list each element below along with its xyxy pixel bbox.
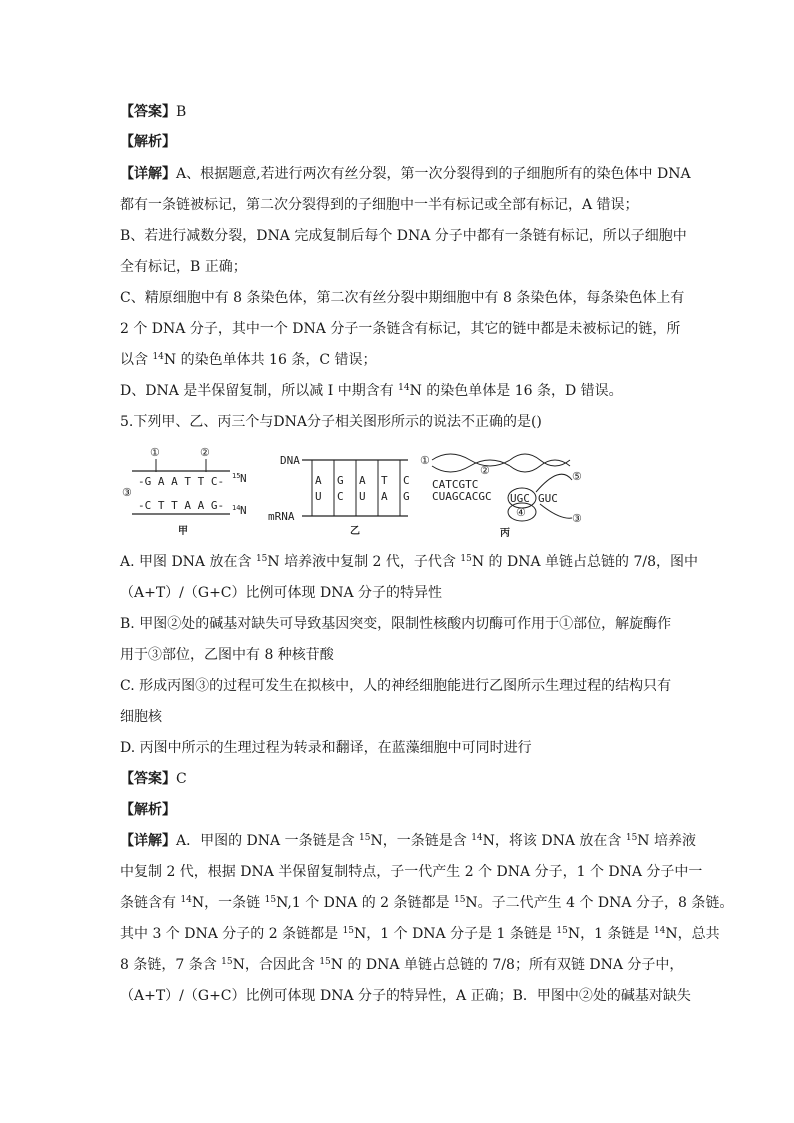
question-5: 5.下列甲、乙、丙三个与DNA分子相关图形所示的说法不正确的是() <box>120 414 542 430</box>
text-fragment: 其中 3 个 DNA 分子的 2 条链都是 <box>120 926 343 942</box>
bing-leader-3 <box>540 504 572 518</box>
detail2-line-3 <box>120 894 733 912</box>
yi-top-base: C <box>403 474 410 487</box>
yi-bottom-base: U <box>315 490 322 503</box>
jia-marker-1: ① <box>150 446 160 459</box>
answer-value: C <box>176 771 187 787</box>
superscript: 14 <box>398 383 410 393</box>
bing-marker-5: ⑤ <box>572 470 582 483</box>
yi-bottom-base: G <box>403 490 410 503</box>
text-fragment: 以含 <box>120 352 153 368</box>
text-fragment: N，一条链是含 <box>370 833 472 849</box>
text-fragment: 条链含有 <box>120 895 181 911</box>
text-fragment: N，合因此含 <box>232 957 320 973</box>
superscript: 14 <box>653 926 666 936</box>
figure-yi <box>268 454 410 537</box>
detail2-line-1 <box>120 832 696 850</box>
detail-line-2: 都有一条链被标记，第二次分裂得到的子细胞中一半有标记或全部有标记，A 错误； <box>120 197 639 213</box>
superscript: 15 <box>359 833 371 843</box>
detail-line-6: 2 个 DNA 分子，其中一个 DNA 分子一条链含有标记，其它的链中都是未被标记的链，所 <box>120 321 681 337</box>
jia-marker-2: ② <box>200 446 210 459</box>
bing-marker-4: ④ <box>516 506 526 519</box>
detail-line-7 <box>120 351 376 369</box>
detail-label: 【详解】 <box>120 833 176 849</box>
text-fragment: N 的 DNA 单链占总链的 7/8；所有双链 DNA 分子中， <box>330 957 684 973</box>
text-fragment: N，1 条链是 <box>567 926 654 942</box>
bing-codon-1: UGC <box>510 492 530 505</box>
detail-line-8 <box>120 382 623 400</box>
option-b-line-2: 用于③部位，乙图中有 8 种核苷酸 <box>120 647 334 663</box>
answer-line-1 <box>120 103 186 121</box>
superscript: 15 <box>556 926 568 936</box>
figure-bing <box>420 454 582 539</box>
text-fragment: A. 甲图 DNA 放在含 <box>120 554 256 570</box>
bing-strand-1: CATCGTC <box>432 478 479 491</box>
option-c-line-1: C. 形成丙图③的过程可发生在拟核中，人的神经细胞能进行乙图所示生理过程的结构只有 <box>120 678 672 694</box>
text-fragment: N，1 个 DNA 分子是 1 条链是 <box>354 926 557 942</box>
bing-caption: 丙 <box>500 528 510 539</box>
superscript: 14 <box>152 352 164 362</box>
text-fragment: N。子二代产生 4 个 DNA 分子，8 条链。 <box>465 895 734 911</box>
yi-dna-label: DNA <box>280 454 300 467</box>
answer-label: 【答案】 <box>120 104 176 120</box>
jia-bottom-n: N <box>240 504 247 517</box>
yi-top-base: T <box>381 474 388 487</box>
text-fragment: A．甲图的 DNA 一条链是含 <box>176 833 360 849</box>
text-fragment: N 的染色单体共 16 条，C 错误； <box>163 352 377 368</box>
detail-label: 【详解】 <box>120 166 176 182</box>
superscript: 15 <box>625 833 638 843</box>
yi-mrna-label: mRNA <box>268 510 295 523</box>
yi-caption: 乙 <box>350 526 360 537</box>
option-c-line-2: 细胞核 <box>120 709 162 725</box>
dna-figure <box>120 444 680 544</box>
bing-strand-2: CUAGCACGC <box>432 490 492 503</box>
superscript: 15 <box>255 554 268 564</box>
text-fragment: N 培养液中复制 2 代，子代含 <box>267 554 461 570</box>
jia-bottom-isotope: 14 <box>232 504 241 512</box>
bing-helix-left-2 <box>432 460 510 472</box>
detail2-line-6: （A+T）/（G+C）比例可体现 DNA 分子的特异性，A 正确；B．甲图中②处的碱基对缺失 <box>120 988 691 1004</box>
bing-marker-3: ③ <box>572 512 582 525</box>
figure-jia <box>122 446 247 537</box>
text-fragment: N 的染色单体是 16 条，D 错误。 <box>409 383 623 399</box>
text-fragment: N，总共 <box>665 926 720 942</box>
yi-rungs <box>312 460 410 516</box>
text-fragment: N，一条链 <box>191 895 265 911</box>
jia-caption: 甲 <box>178 526 188 537</box>
analysis-heading-1: 【解析】 <box>120 134 176 150</box>
option-a-line-2: （A+T）/（G+C）比例可体现 DNA 分子的特异性 <box>120 585 443 601</box>
option-d: D. 丙图中所示的生理过程为转录和翻译，在蓝藻细胞中可同时进行 <box>120 740 532 756</box>
detail-line-1 <box>120 165 691 183</box>
option-a-line-1 <box>120 553 698 571</box>
text-fragment: N,1 个 DNA 的 2 条链都是 <box>276 895 454 911</box>
jia-top-isotope: 15 <box>232 472 241 480</box>
detail-text: A、根据题意,若进行两次有丝分裂，第一次分裂得到的子细胞所有的染色体中 DNA <box>176 166 691 182</box>
superscript: 15 <box>221 957 233 967</box>
jia-top-strand: -G A A T T C- <box>138 475 225 488</box>
jia-bottom-strand: -C T T A A G- <box>138 499 225 512</box>
superscript: 14 <box>180 895 192 905</box>
detail-line-5: C、精原细胞中有 8 条染色体，第二次有丝分裂中期细胞中有 8 条染色体，每条染色体上有 <box>120 290 685 306</box>
jia-marker-3: ③ <box>122 486 132 499</box>
answer-line-2 <box>120 770 187 788</box>
bing-codon-2: GUC <box>538 492 558 505</box>
bing-helix-right-2 <box>510 460 570 472</box>
superscript: 15 <box>342 926 355 936</box>
yi-bottom-base: U <box>359 490 366 503</box>
yi-bottom-base: C <box>337 490 344 503</box>
analysis-heading-2: 【解析】 <box>120 802 176 818</box>
bing-helix-left <box>432 454 510 466</box>
text-fragment: D、DNA 是半保留复制，所以减 I 中期含有 <box>120 383 399 399</box>
superscript: 15 <box>319 957 331 967</box>
superscript: 15 <box>264 895 277 905</box>
bing-marker-2: ② <box>480 464 490 477</box>
answer-label: 【答案】 <box>120 771 176 787</box>
bing-marker-1: ① <box>420 454 430 467</box>
bing-helix-right <box>510 454 570 466</box>
superscript: 15 <box>460 554 472 564</box>
detail2-line-4 <box>120 925 720 943</box>
dna-figure-svg <box>120 444 680 544</box>
superscript: 14 <box>471 833 483 843</box>
option-b-line-1: B. 甲图②处的碱基对缺失可导致基因突变，限制性核酸内切酶可作用于①部位，解旋酶作 <box>120 616 672 632</box>
yi-top-base: A <box>315 474 322 487</box>
text-fragment: N 的 DNA 单链占总链的 7/8，图中 <box>471 554 698 570</box>
detail-line-4: 全有标记，B 正确； <box>120 259 247 275</box>
superscript: 15 <box>453 895 466 905</box>
yi-bottom-base: A <box>381 490 388 503</box>
text-fragment: N，将该 DNA 放在含 <box>482 833 626 849</box>
detail2-line-5 <box>120 956 683 974</box>
bing-leader-5 <box>536 474 572 492</box>
text-fragment: 8 条链，7 条含 <box>120 957 222 973</box>
yi-top-base: A <box>359 474 366 487</box>
yi-top-base: G <box>337 474 344 487</box>
answer-value: B <box>176 104 187 120</box>
detail2-line-2: 中复制 2 代，根据 DNA 半保留复制特点，子一代产生 2 个 DNA 分子，1 个 DNA 分子中一 <box>120 864 703 880</box>
jia-top-n: N <box>240 472 247 485</box>
detail-line-3: B、若进行减数分裂，DNA 完成复制后每个 DNA 分子中都有一条链有标记，所以子细胞中 <box>120 228 687 244</box>
text-fragment: N 培养液 <box>637 833 696 849</box>
